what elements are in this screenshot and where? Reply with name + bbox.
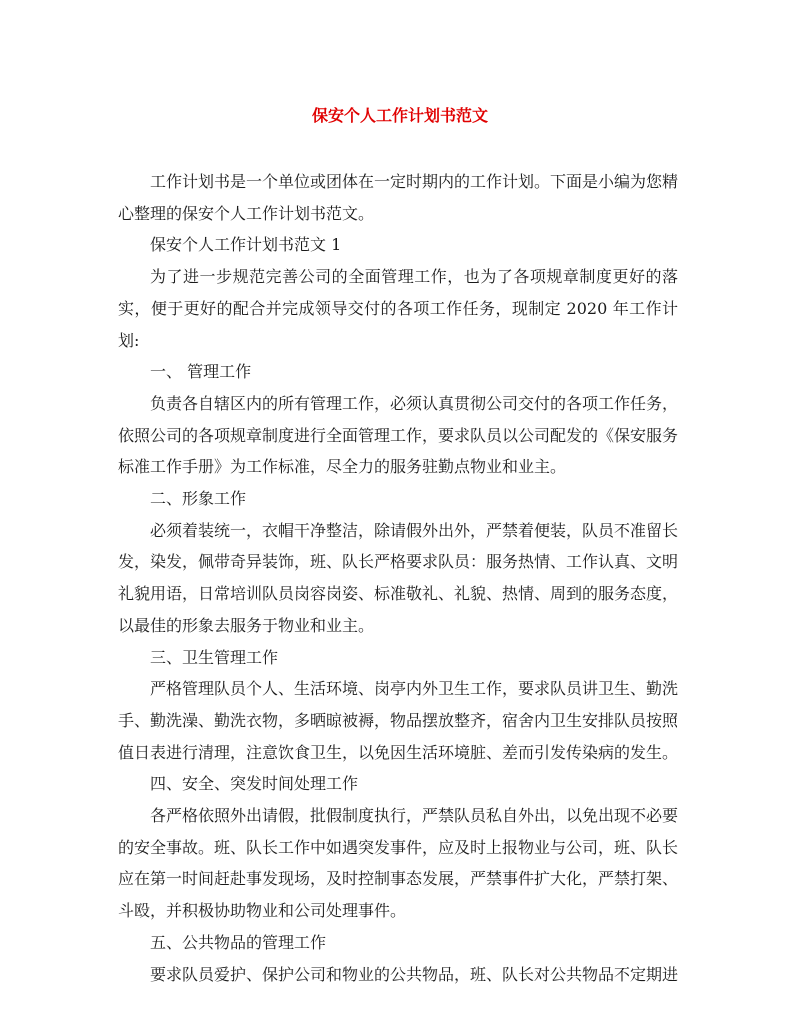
section-heading: 三、卫生管理工作 <box>150 647 279 667</box>
section-heading: 四、安全、突发时间处理工作 <box>150 774 359 794</box>
body-paragraph: 负责各自辖区内的所有管理工作，必须认真贯彻公司交付的各项工作任务，依照公司的各项规章制度进行全面管理工作，要求队员以公司配发的《保安服务标准工作手册》为工作标准，尽全力的服务驻勤点物业和业主。 <box>118 393 679 477</box>
body-paragraph: 要求队员爱护、保护公司和物业的公共物品，班、队长对公共物品不定期进 <box>150 964 679 984</box>
section-heading: 二、形象工作 <box>150 489 247 509</box>
document-title: 保安个人工作计划书范文 <box>311 106 488 125</box>
section-heading: 一、 管理工作 <box>150 362 252 382</box>
section-heading: 五、公共物品的管理工作 <box>150 932 327 952</box>
sample-heading: 保安个人工作计划书范文 1 <box>150 235 342 255</box>
body-paragraph: 必须着装统一，衣帽干净整洁，除请假外出外，严禁着便装，队员不准留长发，染发，佩带奇异装饰，班、队长严格要求队员：服务热情、工作认真、文明礼貌用语，日常培训队员岗容岗姿、标准敬礼、礼貌、热情、周到的服务态度，以最佳的形象去服务于物业和业主。 <box>118 520 679 635</box>
intro-paragraph: 工作计划书是一个单位或团体在一定时期内的工作计划。下面是小编为您精心整理的保安个人工作计划书范文。 <box>118 172 679 223</box>
document-body <box>118 166 678 990</box>
body-paragraph: 严格管理队员个人、生活环境、岗亭内外卫生工作，要求队员讲卫生、勤洗手、勤洗澡、勤洗衣物，多晒晾被褥，物品摆放整齐，宿舍内卫生安排队员按照值日表进行清理，注意饮食卫生，以免因生活环境脏、差而引发传染病的发生。 <box>118 679 679 762</box>
body-paragraph: 为了进一步规范完善公司的全面管理工作，也为了各项规章制度更好的落实，便于更好的配合并完成领导交付的各项工作任务，现制定 2020 年工作计划: <box>118 267 678 350</box>
body-paragraph: 各严格依照外出请假，批假制度执行，严禁队员私自外出，以免出现不必要的安全事故。班、队长工作中如遇突发事件，应及时上报物业与公司，班、队长应在第一时间赶赴事发现场，及时控制事态发展，严禁事件扩大化，严禁打架、斗殴，并积极协助物业和公司处理事件。 <box>118 806 679 921</box>
